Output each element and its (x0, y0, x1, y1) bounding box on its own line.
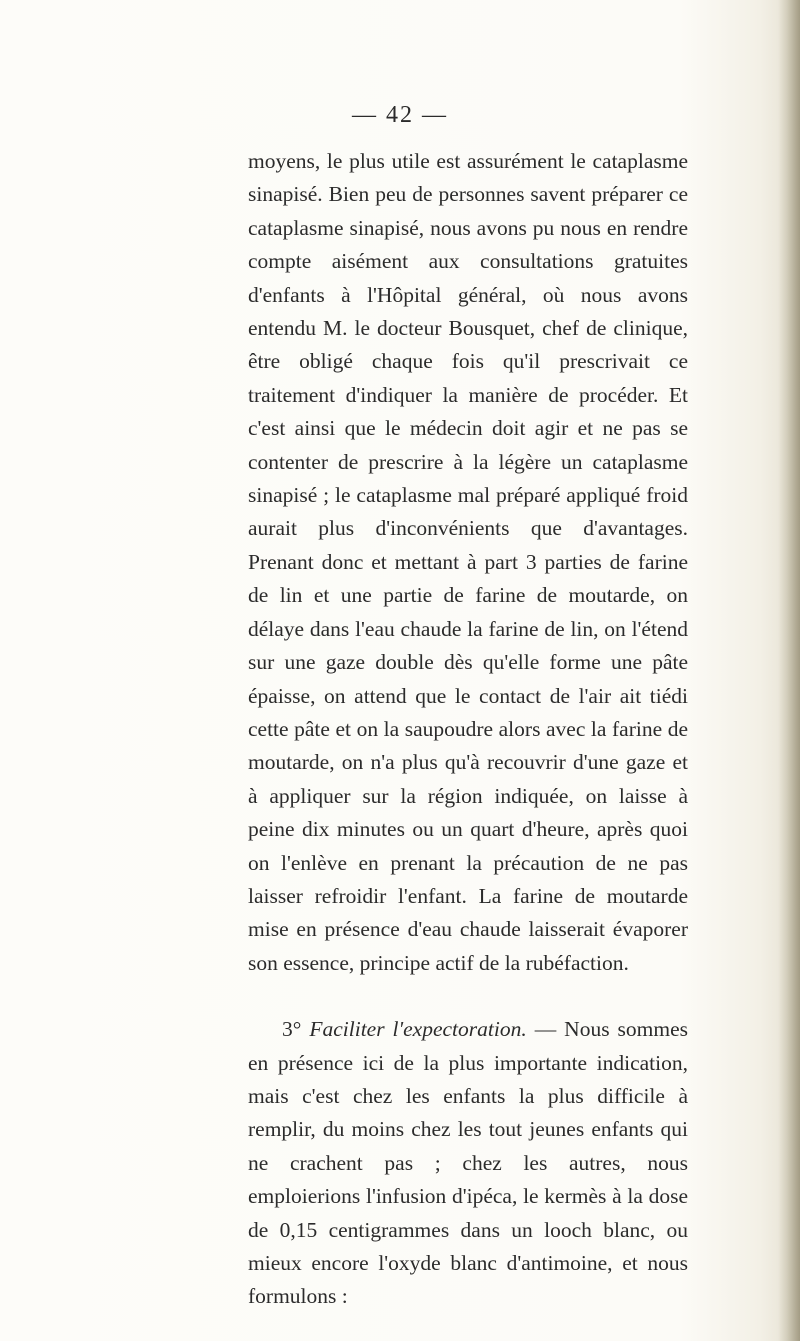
paragraph-cataplasm: moyens, le plus utile est assurément le cataplasme sinapisé. Bien peu de personnes savent préparer ce cataplasme sinapisé, nous avons pu nous en rendre compte aisément aux consultations gratuites d'enfants à l'Hôpital général, où nous avons entendu M. le docteur Bousquet, chef de clinique, être obligé chaque fois qu'il prescrivait ce traitement d'indiquer la manière de procéder. Et c'est ainsi que le médecin doit agir et ne pas se contenter de prescrire à la légère un cataplasme sinapisé ; le cataplasme mal préparé appliqué froid aurait plus d'inconvénients que d'avantages. Prenant donc et mettant à part 3 parties de farine de lin et une partie de farine de moutarde, on délaye dans l'eau chaude la farine de lin, on l'étend sur une gaze double dès qu'elle forme une pâte épaisse, on attend que le contact de l'air ait tiédi cette pâte et on la saupoudre alors avec la farine de moutarde, on n'a plus qu'à recouvrir d'une gaze et à appliquer sur la région indiquée, on laisse à peine dix minutes ou un quart d'heure, après quoi on l'enlève en prenant la précaution de ne pas laisser refroidir l'enfant. La farine de moutarde mise en présence d'eau chaude laisserait évaporer son essence, principe actif de la rubéfaction. (248, 149, 688, 975)
section-heading: Faciliter l'expectoration. (309, 1017, 527, 1042)
page-number: — 42 — (352, 102, 448, 128)
section-number: 3° (282, 1017, 302, 1042)
page-edge-shadow (778, 0, 800, 1341)
body-text (248, 145, 688, 1314)
section-text: — Nous sommes en présence ici de la plus importante indication, mais c'est chez les enfants la plus difficile à remplir, du moins chez les tout jeunes enfants qui ne crachent pas ; chez les autres, nous emploierions l'infusion d'ipéca, le kermès à la dose de 0,15 centigrammes dans un looch blanc, ou mieux encore l'oxyde blanc d'antimoine, et nous formulons : (248, 1017, 689, 1309)
paragraph-expectoration (248, 1013, 688, 1314)
